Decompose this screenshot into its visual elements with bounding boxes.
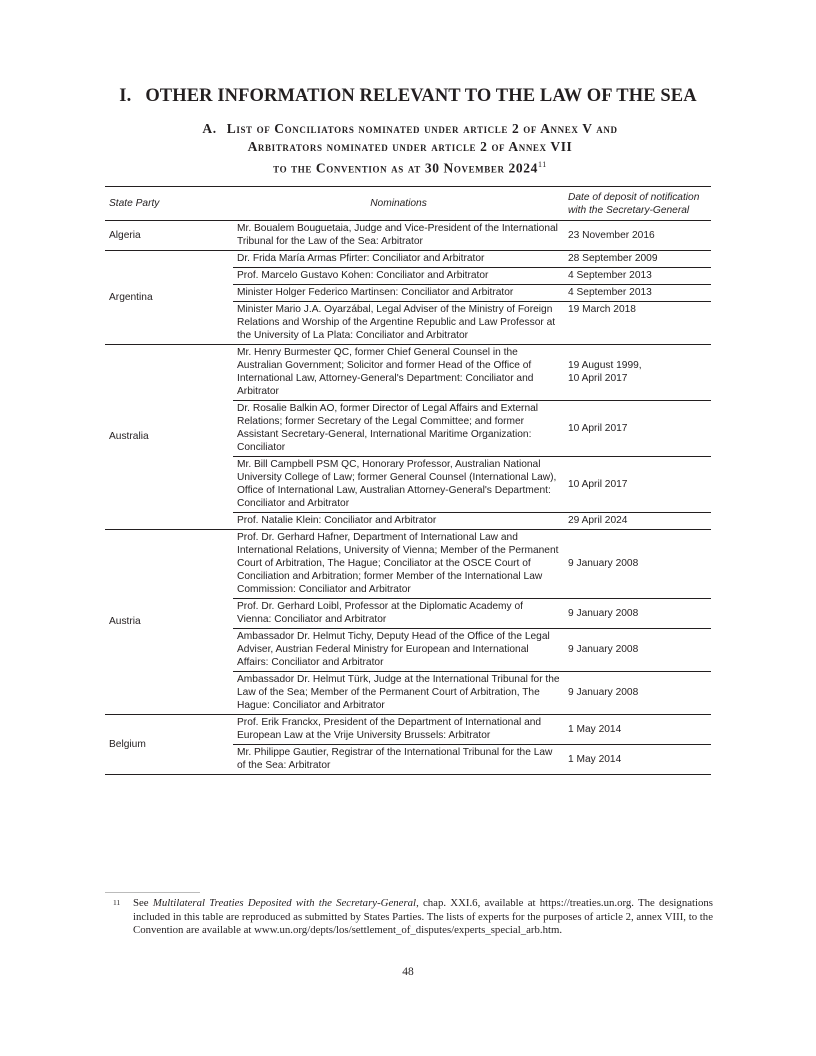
footnote-reference[interactable]: 11: [537, 160, 547, 169]
state-party-cell: Australia: [105, 345, 233, 530]
footnote-text: See Multilateral Treaties Deposited with the Secretary-General, chap. XXI.6, available at https://treaties.un.org. The designations included in this table are reproduced as submitted by States Parties. The lists of experts for the purposes of article 2, annex VIII, to the Convention are available at www.un.org/depts/los/settlement_of_disputes/experts_special_arb.htm.: [133, 897, 714, 936]
table-header-row: [105, 187, 711, 221]
table-row: [105, 221, 711, 251]
nomination-cell: Ambassador Dr. Helmut Türk, Judge at the International Tribunal for the Law of the Sea; Member of the Permanent Court of Arbitration, The Hague: Conciliator and Arbitrator: [233, 672, 564, 715]
state-party-cell: Austria: [105, 530, 233, 715]
deposit-date-cell: 29 April 2024: [564, 513, 711, 530]
deposit-date-cell: 4 September 2013: [564, 268, 711, 285]
table-row: [105, 530, 711, 599]
deposit-date-cell: 9 January 2008: [564, 599, 711, 629]
deposit-date-cell: 10 April 2017: [564, 457, 711, 513]
state-party-cell: Algeria: [105, 221, 233, 251]
subsection-letter: A.: [202, 121, 217, 136]
subsection-line-2: Arbitrators nominated under article 2 of Annex VII: [247, 139, 573, 154]
deposit-date-cell: 28 September 2009: [564, 251, 711, 268]
nomination-cell: Prof. Dr. Gerhard Loibl, Professor at the Diplomatic Academy of Vienna: Conciliator and Arbitrator: [233, 599, 564, 629]
nomination-cell: Mr. Bill Campbell PSM QC, Honorary Professor, Australian National University College of Law; former General Counsel (International Law), Office of International Law, Australian Attorney-General's Department: Conciliator and Arbitrator: [233, 457, 564, 513]
table-row: [105, 715, 711, 745]
footnote: [105, 897, 713, 938]
nomination-cell: Prof. Marcelo Gustavo Kohen: Conciliator and Arbitrator: [233, 268, 564, 285]
deposit-date-cell: 1 May 2014: [564, 745, 711, 775]
deposit-date-cell: 19 August 1999, 10 April 2017: [564, 345, 711, 401]
subsection-line-1: A. List of Conciliators nominated under article 2 of Annex V and: [202, 121, 618, 136]
nominations-table: [105, 186, 711, 775]
table-body: [105, 221, 711, 775]
nomination-cell: Dr. Rosalie Balkin AO, former Director of Legal Affairs and External Relations; former Secretary of the Legal Committee; and former Assistant Secretary-General, International Maritime Organization: Conciliator: [233, 401, 564, 457]
deposit-date-cell: 9 January 2008: [564, 530, 711, 599]
header-nominations: Nominations: [233, 187, 564, 221]
deposit-date-cell: 1 May 2014: [564, 715, 711, 745]
nomination-cell: Prof. Dr. Gerhard Hafner, Department of International Law and International Relations, University of Vienna; Member of the Permanent Court of Arbitration, The Hague; Conciliator at the OSCE Court of Conciliation and Arbitration; former Member of the International Law Commission: Conciliator and Arbitrator: [233, 530, 564, 599]
footnote-number: 11: [113, 898, 121, 907]
state-party-cell: Belgium: [105, 715, 233, 775]
section-number: I.: [119, 86, 132, 106]
table-row: [105, 251, 711, 268]
footnote-treaty-title: Multilateral Treaties Deposited with the Secretary-General: [152, 897, 417, 909]
deposit-date-cell: 9 January 2008: [564, 629, 711, 672]
deposit-date-cell: 23 November 2016: [564, 221, 711, 251]
nomination-cell: Minister Holger Federico Martinsen: Conciliator and Arbitrator: [233, 285, 564, 302]
nomination-cell: Mr. Henry Burmester QC, former Chief General Counsel in the Australian Government; Solicitor and former Head of the Office of International Law, Attorney-General's Department: Conciliator and Arbitrator: [233, 345, 564, 401]
header-date-of-deposit: Date of deposit of notification with the Secretary-General: [564, 187, 711, 221]
nomination-cell: Ambassador Dr. Helmut Tichy, Deputy Head of the Office of the Legal Adviser, Austrian Federal Ministry for European and International Affairs: Conciliator and Arbitrator: [233, 629, 564, 672]
deposit-date-cell: 4 September 2013: [564, 285, 711, 302]
nomination-cell: Mr. Philippe Gautier, Registrar of the International Tribunal for the Law of the Sea: Arbitrator: [233, 745, 564, 775]
nomination-cell: Minister Mario J.A. Oyarzábal, Legal Adviser of the Ministry of Foreign Relations and Worship of the Argentine Republic and Law Professor at the University of La Plata: Conciliator and Arbitrator: [233, 302, 564, 345]
nomination-cell: Mr. Boualem Bouguetaia, Judge and Vice-President of the International Tribunal for the Law of the Sea: Arbitrator: [233, 221, 564, 251]
deposit-date-cell: 19 March 2018: [564, 302, 711, 345]
nomination-cell: Prof. Erik Franckx, President of the Department of International and European Law at the Vrije University Brussels: Arbitrator: [233, 715, 564, 745]
subsection-line-3: to the Convention as at 30 November 2024$^{11}$: [273, 160, 547, 176]
nomination-cell: Prof. Natalie Klein: Conciliator and Arbitrator: [233, 513, 564, 530]
page-number: 48: [402, 966, 414, 978]
deposit-date-cell: 9 January 2008: [564, 672, 711, 715]
table-row: [105, 345, 711, 401]
state-party-cell: Argentina: [105, 251, 233, 345]
nomination-cell: Dr. Frida María Armas Pfirter: Conciliator and Arbitrator: [233, 251, 564, 268]
header-state-party: State Party: [105, 187, 233, 221]
footnote-divider: [105, 892, 200, 893]
section-heading: [0, 86, 816, 107]
deposit-date-cell: 10 April 2017: [564, 401, 711, 457]
subsection-heading: [120, 120, 700, 178]
section-title: OTHER INFORMATION RELEVANT TO THE LAW OF THE SEA: [145, 86, 697, 106]
